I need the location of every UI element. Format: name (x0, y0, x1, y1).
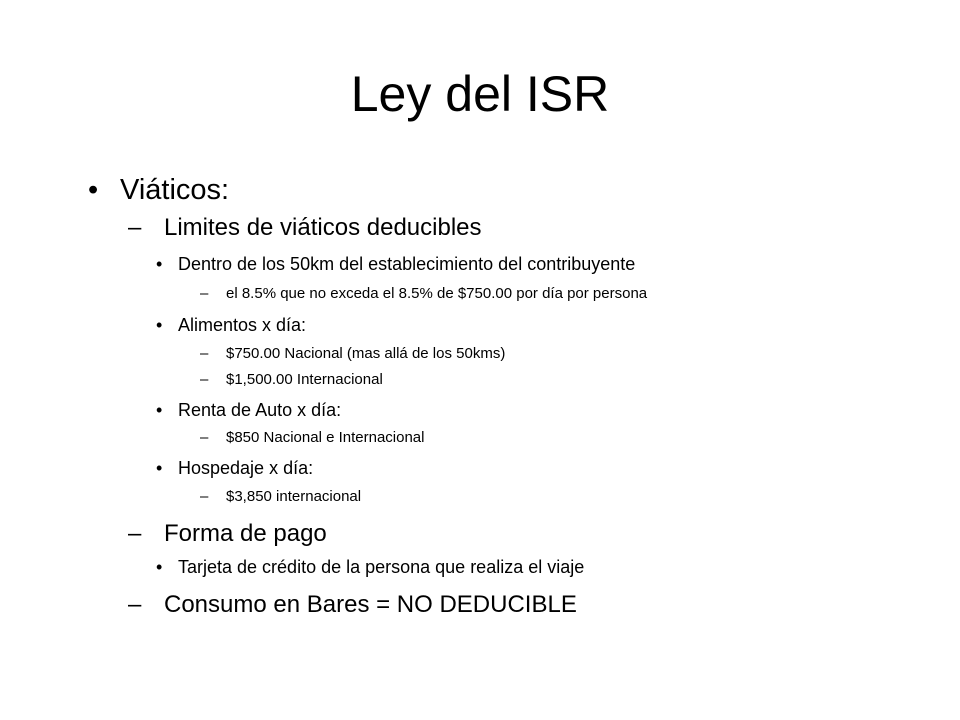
bullet-marker: • (156, 254, 163, 274)
item-renta-auto: Renta de Auto x día: (178, 400, 342, 420)
bullet-viaticos: Viáticos: (120, 174, 230, 206)
subitem-limites: Limites de viáticos deducibles (164, 214, 482, 241)
bullet-marker: • (156, 458, 163, 478)
item-tarjeta-credito: Tarjeta de crédito de la persona que realiza el viaje (178, 557, 585, 577)
dash-marker: – (200, 429, 209, 446)
item-hospedaje-monto: $3,850 internacional (226, 488, 362, 505)
item-renta-auto-monto: $850 Nacional e Internacional (226, 429, 425, 446)
bullet-marker: • (88, 174, 99, 206)
item-alimentos-nacional: $750.00 Nacional (mas allá de los 50kms) (226, 345, 506, 362)
slide-title: Ley del ISR (350, 66, 610, 122)
item-8-5-porciento: el 8.5% que no exceda el 8.5% de $750.00 por día por persona (226, 285, 648, 302)
dash-marker: – (200, 285, 209, 302)
item-alimentos: Alimentos x día: (178, 315, 307, 335)
dash-marker: – (128, 520, 142, 547)
item-dentro-50km: Dentro de los 50km del establecimiento del contribuyente (178, 254, 636, 274)
dash-marker: – (200, 345, 209, 362)
bullet-marker: • (156, 315, 163, 335)
bullet-marker: • (156, 400, 163, 420)
dash-marker: – (200, 488, 209, 505)
dash-marker: – (200, 371, 209, 388)
subitem-consumo-bares: Consumo en Bares = NO DEDUCIBLE (164, 591, 577, 618)
subitem-forma-pago: Forma de pago (164, 520, 327, 547)
item-hospedaje: Hospedaje x día: (178, 458, 314, 478)
dash-marker: – (128, 214, 142, 241)
item-alimentos-internacional: $1,500.00 Internacional (226, 371, 383, 388)
dash-marker: – (128, 591, 142, 618)
bullet-marker: • (156, 557, 163, 577)
